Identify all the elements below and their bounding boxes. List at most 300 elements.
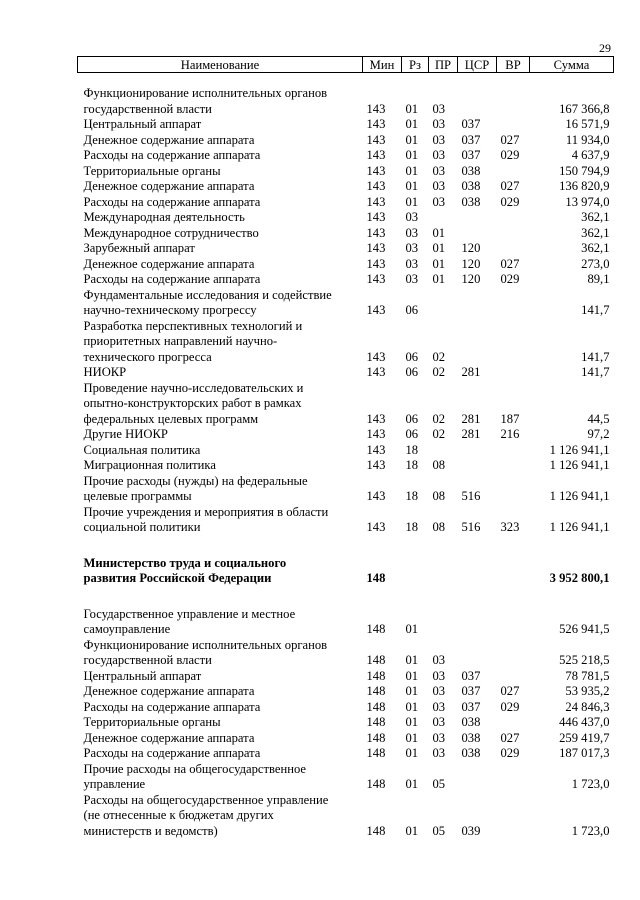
row-min: 143 bbox=[366, 442, 386, 457]
row-sum: 167 366,8 bbox=[559, 101, 610, 116]
row-pr: 03 bbox=[432, 746, 446, 760]
row-name: Международная деятельность bbox=[83, 210, 245, 224]
row-min: 143 bbox=[366, 163, 386, 178]
row-vr: 027 bbox=[500, 132, 520, 147]
row-pr: 02 bbox=[432, 427, 446, 441]
row-csr: 038 bbox=[461, 194, 481, 209]
spacer-row bbox=[78, 587, 614, 607]
row-sum: 136 820,9 bbox=[559, 179, 610, 193]
row-min: 143 bbox=[366, 194, 386, 209]
header-vr: ВР bbox=[497, 57, 530, 73]
row-sum: 526 941,5 bbox=[559, 622, 610, 636]
row-name: Денежное содержание аппарата bbox=[83, 179, 255, 193]
row-pr bbox=[429, 303, 458, 319]
table-row bbox=[78, 700, 614, 716]
row-min: 143 bbox=[366, 427, 386, 441]
row-vr bbox=[497, 653, 530, 669]
row-csr: 037 bbox=[461, 132, 481, 147]
row-csr: 037 bbox=[461, 684, 481, 698]
row-csr bbox=[458, 102, 497, 118]
row-min: 143 bbox=[366, 411, 386, 426]
table-row bbox=[78, 762, 614, 778]
row-name: технического прогресса bbox=[83, 349, 212, 364]
row-min: 143 bbox=[366, 101, 386, 116]
row-rz: 06 bbox=[405, 349, 419, 364]
header-sum: Сумма bbox=[530, 57, 614, 73]
row-pr: 01 bbox=[432, 256, 446, 271]
row-rz bbox=[402, 762, 429, 778]
row-sum bbox=[530, 319, 614, 335]
row-sum bbox=[530, 808, 614, 824]
row-sum bbox=[530, 793, 614, 809]
row-pr bbox=[429, 505, 458, 521]
row-rz bbox=[402, 474, 429, 490]
row-min: 143 bbox=[366, 241, 386, 255]
row-vr bbox=[497, 715, 530, 731]
row-min: 148 bbox=[366, 730, 386, 745]
table-row bbox=[78, 257, 614, 273]
row-pr bbox=[429, 319, 458, 335]
row-csr: 281 bbox=[461, 365, 481, 379]
row-rz bbox=[402, 793, 429, 809]
row-pr bbox=[429, 381, 458, 397]
row-name: министерств и ведомств) bbox=[83, 823, 218, 838]
row-sum: 141,7 bbox=[581, 349, 610, 364]
row-min bbox=[363, 556, 402, 572]
row-min: 143 bbox=[366, 458, 386, 472]
row-name: Денежное содержание аппарата bbox=[83, 132, 255, 147]
table-row bbox=[78, 334, 614, 350]
table-row bbox=[78, 272, 614, 288]
row-name: Другие НИОКР bbox=[83, 427, 168, 441]
row-csr bbox=[458, 556, 497, 572]
row-csr bbox=[458, 381, 497, 397]
row-min: 148 bbox=[366, 622, 386, 636]
row-csr bbox=[458, 653, 497, 669]
table-header bbox=[78, 57, 614, 73]
row-min: 143 bbox=[366, 489, 386, 503]
spacer-row bbox=[78, 536, 614, 556]
row-sum: 187 017,3 bbox=[559, 746, 610, 760]
row-pr bbox=[429, 474, 458, 490]
row-pr bbox=[429, 793, 458, 809]
row-csr bbox=[458, 808, 497, 824]
row-vr bbox=[497, 117, 530, 133]
row-sum: 1 126 941,1 bbox=[549, 489, 610, 503]
row-name: Фундаментальные исследования и содействие bbox=[83, 287, 332, 302]
row-rz: 18 bbox=[405, 442, 419, 457]
row-sum: 362,1 bbox=[581, 225, 610, 240]
row-pr: 03 bbox=[432, 148, 446, 162]
row-vr bbox=[497, 505, 530, 521]
table-row bbox=[78, 653, 614, 669]
row-vr bbox=[497, 102, 530, 118]
table-row bbox=[78, 715, 614, 731]
row-name: Государственное управление и местное bbox=[83, 606, 296, 621]
table-row bbox=[78, 556, 614, 572]
row-csr: 516 bbox=[461, 520, 481, 534]
row-name: управление bbox=[83, 777, 146, 791]
table-row bbox=[78, 777, 614, 793]
row-rz: 01 bbox=[405, 668, 419, 683]
row-name: Функционирование исполнительных органов bbox=[83, 637, 328, 652]
header-rz: Рз bbox=[402, 57, 429, 73]
row-csr bbox=[458, 443, 497, 459]
row-rz: 01 bbox=[405, 823, 419, 838]
row-name: Центральный аппарат bbox=[83, 668, 202, 683]
row-sum: 141,7 bbox=[581, 365, 610, 379]
row-sum: 1 126 941,1 bbox=[549, 458, 610, 472]
table-row bbox=[78, 669, 614, 685]
row-vr bbox=[497, 474, 530, 490]
row-rz: 01 bbox=[405, 653, 419, 667]
table-row bbox=[78, 164, 614, 180]
row-min: 143 bbox=[366, 365, 386, 379]
row-rz: 01 bbox=[405, 194, 419, 209]
row-rz: 01 bbox=[405, 730, 419, 745]
row-csr bbox=[458, 505, 497, 521]
row-pr: 02 bbox=[432, 365, 446, 379]
row-min bbox=[363, 607, 402, 623]
row-csr bbox=[458, 638, 497, 654]
row-rz: 01 bbox=[405, 715, 419, 729]
row-sum: 13 974,0 bbox=[565, 194, 610, 209]
row-vr: 029 bbox=[500, 272, 520, 286]
row-sum bbox=[530, 505, 614, 521]
row-pr: 03 bbox=[432, 684, 446, 698]
row-sum bbox=[530, 396, 614, 412]
header-pr: ПР bbox=[429, 57, 458, 73]
row-min bbox=[363, 505, 402, 521]
header-min: Мин bbox=[363, 57, 402, 73]
row-min: 143 bbox=[366, 210, 386, 224]
row-pr: 03 bbox=[432, 668, 446, 683]
table-row bbox=[78, 350, 614, 366]
row-name: Функционирование исполнительных органов bbox=[83, 86, 328, 100]
row-min bbox=[363, 334, 402, 350]
row-vr bbox=[497, 210, 530, 226]
row-rz: 01 bbox=[405, 117, 419, 131]
row-name: Миграционная политика bbox=[83, 458, 216, 472]
table-row bbox=[78, 179, 614, 195]
row-rz: 03 bbox=[405, 225, 419, 240]
row-name: Территориальные органы bbox=[83, 163, 221, 178]
row-rz: 01 bbox=[405, 622, 419, 636]
row-pr bbox=[429, 762, 458, 778]
row-csr bbox=[458, 303, 497, 319]
row-rz bbox=[402, 571, 429, 587]
row-name: приоритетных направлений научно- bbox=[83, 334, 278, 348]
row-sum: 78 781,5 bbox=[565, 668, 610, 683]
row-csr: 120 bbox=[461, 272, 481, 286]
row-name: НИОКР bbox=[83, 365, 127, 379]
row-pr bbox=[429, 808, 458, 824]
row-sum: 1 723,0 bbox=[571, 823, 610, 838]
table-row bbox=[78, 86, 614, 102]
row-pr: 03 bbox=[432, 101, 446, 116]
row-min: 143 bbox=[366, 349, 386, 364]
row-sum bbox=[530, 288, 614, 304]
row-name: Международное сотрудничество bbox=[83, 225, 259, 240]
row-vr: 216 bbox=[500, 427, 520, 441]
row-name: Расходы на содержание аппарата bbox=[83, 272, 261, 286]
row-csr: 037 bbox=[461, 148, 481, 162]
row-rz: 01 bbox=[405, 101, 419, 116]
row-min: 148 bbox=[366, 699, 386, 714]
row-csr: 037 bbox=[461, 117, 481, 131]
row-pr bbox=[429, 396, 458, 412]
row-name: Разработка перспективных технологий и bbox=[83, 318, 303, 333]
row-vr: 027 bbox=[500, 730, 520, 745]
row-vr bbox=[497, 808, 530, 824]
row-csr: 038 bbox=[461, 730, 481, 745]
table-row bbox=[78, 102, 614, 118]
row-pr: 05 bbox=[432, 777, 446, 791]
row-vr bbox=[497, 443, 530, 459]
row-vr: 187 bbox=[500, 411, 520, 426]
row-rz bbox=[402, 556, 429, 572]
row-min: 143 bbox=[366, 117, 386, 131]
row-csr bbox=[458, 762, 497, 778]
row-vr bbox=[497, 350, 530, 366]
row-rz bbox=[402, 607, 429, 623]
row-vr bbox=[497, 381, 530, 397]
row-vr bbox=[497, 303, 530, 319]
row-rz bbox=[402, 381, 429, 397]
row-name: Территориальные органы bbox=[83, 715, 221, 729]
row-sum: 273,0 bbox=[581, 256, 610, 271]
row-csr bbox=[458, 474, 497, 490]
table-row bbox=[78, 133, 614, 149]
row-name: Центральный аппарат bbox=[83, 117, 202, 131]
row-csr bbox=[458, 571, 497, 587]
row-pr: 03 bbox=[432, 730, 446, 745]
row-pr: 08 bbox=[432, 520, 446, 534]
row-rz: 06 bbox=[405, 365, 419, 379]
row-rz: 01 bbox=[405, 132, 419, 147]
row-csr bbox=[458, 777, 497, 793]
row-sum: 1 126 941,1 bbox=[549, 520, 610, 534]
row-min: 143 bbox=[366, 520, 386, 534]
row-min: 143 bbox=[366, 148, 386, 162]
row-sum: 4 637,9 bbox=[571, 148, 610, 162]
table-row bbox=[78, 241, 614, 257]
row-min: 148 bbox=[366, 653, 386, 667]
row-min bbox=[363, 793, 402, 809]
row-pr: 03 bbox=[432, 715, 446, 729]
row-pr: 01 bbox=[432, 225, 446, 240]
row-rz: 03 bbox=[405, 272, 419, 286]
table-row bbox=[78, 195, 614, 211]
row-pr bbox=[429, 210, 458, 226]
row-sum: 1 126 941,1 bbox=[549, 442, 610, 457]
row-vr: 027 bbox=[500, 684, 520, 698]
row-rz bbox=[402, 334, 429, 350]
row-sum: 362,1 bbox=[581, 241, 610, 255]
row-name: Расходы на содержание аппарата bbox=[83, 148, 261, 162]
row-pr bbox=[429, 86, 458, 102]
row-pr bbox=[429, 607, 458, 623]
row-vr bbox=[497, 241, 530, 257]
row-vr bbox=[497, 319, 530, 335]
row-name: Денежное содержание аппарата bbox=[83, 730, 255, 745]
row-vr bbox=[497, 288, 530, 304]
row-sum bbox=[530, 638, 614, 654]
row-min: 148 bbox=[366, 684, 386, 698]
row-pr: 08 bbox=[432, 489, 446, 503]
row-vr bbox=[497, 669, 530, 685]
row-vr bbox=[497, 824, 530, 840]
budget-table bbox=[77, 56, 614, 839]
row-csr bbox=[458, 793, 497, 809]
header-name: Наименование bbox=[78, 57, 363, 73]
row-pr: 03 bbox=[432, 163, 446, 178]
table-row bbox=[78, 607, 614, 623]
row-name: Прочие расходы на общегосударственное bbox=[83, 761, 306, 776]
row-vr bbox=[497, 86, 530, 102]
row-pr bbox=[429, 443, 458, 459]
table-row bbox=[78, 365, 614, 381]
row-csr bbox=[458, 396, 497, 412]
row-sum: 446 437,0 bbox=[559, 715, 610, 729]
row-rz: 03 bbox=[405, 210, 419, 224]
table-row bbox=[78, 319, 614, 335]
table-row bbox=[78, 210, 614, 226]
row-name: Денежное содержание аппарата bbox=[83, 256, 255, 271]
table-row bbox=[78, 622, 614, 638]
row-name: Проведение научно-исследовательских и bbox=[83, 380, 304, 395]
row-csr: 038 bbox=[461, 715, 481, 729]
row-name: социальной политики bbox=[83, 520, 201, 534]
table-row bbox=[78, 824, 614, 840]
row-min bbox=[363, 381, 402, 397]
row-csr: 038 bbox=[461, 746, 481, 760]
row-sum: 525 218,5 bbox=[559, 653, 610, 667]
row-name: (не отнесенные к бюджетам других bbox=[83, 808, 274, 822]
row-vr bbox=[497, 777, 530, 793]
row-name: Министерство труда и социального bbox=[83, 555, 287, 570]
row-min bbox=[363, 288, 402, 304]
row-rz bbox=[402, 288, 429, 304]
row-min: 143 bbox=[366, 179, 386, 193]
row-min: 143 bbox=[366, 272, 386, 286]
row-min: 148 bbox=[366, 571, 386, 585]
table-row bbox=[78, 458, 614, 474]
row-csr: 039 bbox=[461, 823, 481, 838]
table-row bbox=[78, 427, 614, 443]
row-vr bbox=[497, 556, 530, 572]
row-pr: 03 bbox=[432, 194, 446, 209]
row-min: 143 bbox=[366, 256, 386, 271]
row-sum: 97,2 bbox=[587, 427, 610, 441]
table-row bbox=[78, 381, 614, 397]
table-row bbox=[78, 638, 614, 654]
row-sum: 3 952 800,1 bbox=[549, 571, 610, 585]
row-rz: 06 bbox=[405, 303, 419, 317]
row-rz: 03 bbox=[405, 256, 419, 271]
row-rz: 03 bbox=[405, 241, 419, 255]
row-vr: 029 bbox=[500, 194, 520, 209]
row-rz bbox=[402, 319, 429, 335]
row-csr bbox=[458, 226, 497, 242]
row-sum: 141,7 bbox=[581, 303, 610, 317]
row-pr: 02 bbox=[432, 349, 446, 364]
row-sum bbox=[530, 381, 614, 397]
table-body bbox=[78, 73, 614, 840]
row-name: государственной власти bbox=[83, 653, 212, 667]
row-vr bbox=[497, 458, 530, 474]
row-rz: 01 bbox=[405, 148, 419, 162]
row-rz: 01 bbox=[405, 746, 419, 760]
row-rz: 01 bbox=[405, 179, 419, 193]
row-vr bbox=[497, 334, 530, 350]
row-rz: 18 bbox=[405, 489, 419, 503]
row-vr bbox=[497, 489, 530, 505]
row-rz: 18 bbox=[405, 458, 419, 472]
row-name: опытно-конструкторских работ в рамках bbox=[83, 396, 302, 410]
row-rz: 01 bbox=[405, 777, 419, 791]
row-name: Расходы на содержание аппарата bbox=[83, 699, 261, 714]
row-pr: 03 bbox=[432, 132, 446, 147]
row-min: 143 bbox=[366, 132, 386, 147]
row-name: федеральных целевых программ bbox=[83, 411, 259, 426]
row-vr bbox=[497, 226, 530, 242]
row-rz: 01 bbox=[405, 699, 419, 714]
row-vr: 029 bbox=[500, 699, 520, 714]
row-rz: 18 bbox=[405, 520, 419, 534]
row-pr: 01 bbox=[432, 272, 446, 286]
row-min bbox=[363, 808, 402, 824]
table-row bbox=[78, 117, 614, 133]
table-row bbox=[78, 571, 614, 587]
row-csr bbox=[458, 622, 497, 638]
row-sum: 362,1 bbox=[581, 210, 610, 224]
row-sum: 259 419,7 bbox=[559, 730, 610, 745]
row-name: самоуправление bbox=[83, 622, 171, 636]
table-row bbox=[78, 443, 614, 459]
row-csr: 120 bbox=[461, 241, 481, 255]
row-csr: 038 bbox=[461, 179, 481, 193]
row-rz bbox=[402, 396, 429, 412]
row-pr: 03 bbox=[432, 179, 446, 193]
table-row bbox=[78, 303, 614, 319]
row-vr bbox=[497, 365, 530, 381]
row-min: 148 bbox=[366, 823, 386, 838]
row-pr: 01 bbox=[432, 241, 446, 255]
row-sum: 44,5 bbox=[587, 411, 610, 426]
row-vr bbox=[497, 762, 530, 778]
row-min bbox=[363, 319, 402, 335]
row-csr bbox=[458, 607, 497, 623]
row-csr bbox=[458, 350, 497, 366]
row-pr bbox=[429, 556, 458, 572]
table-row bbox=[78, 746, 614, 762]
row-pr: 03 bbox=[432, 653, 446, 667]
table-row bbox=[78, 489, 614, 505]
header-csr: ЦСР bbox=[458, 57, 497, 73]
row-min: 143 bbox=[366, 225, 386, 240]
row-rz: 06 bbox=[405, 427, 419, 441]
row-csr bbox=[458, 86, 497, 102]
row-sum: 89,1 bbox=[587, 272, 610, 286]
table-row bbox=[78, 412, 614, 428]
row-vr: 029 bbox=[500, 746, 520, 760]
row-csr bbox=[458, 458, 497, 474]
row-csr bbox=[458, 334, 497, 350]
row-name: развития Российской Федерации bbox=[83, 571, 272, 585]
row-vr bbox=[497, 571, 530, 587]
row-csr: 281 bbox=[461, 411, 481, 426]
